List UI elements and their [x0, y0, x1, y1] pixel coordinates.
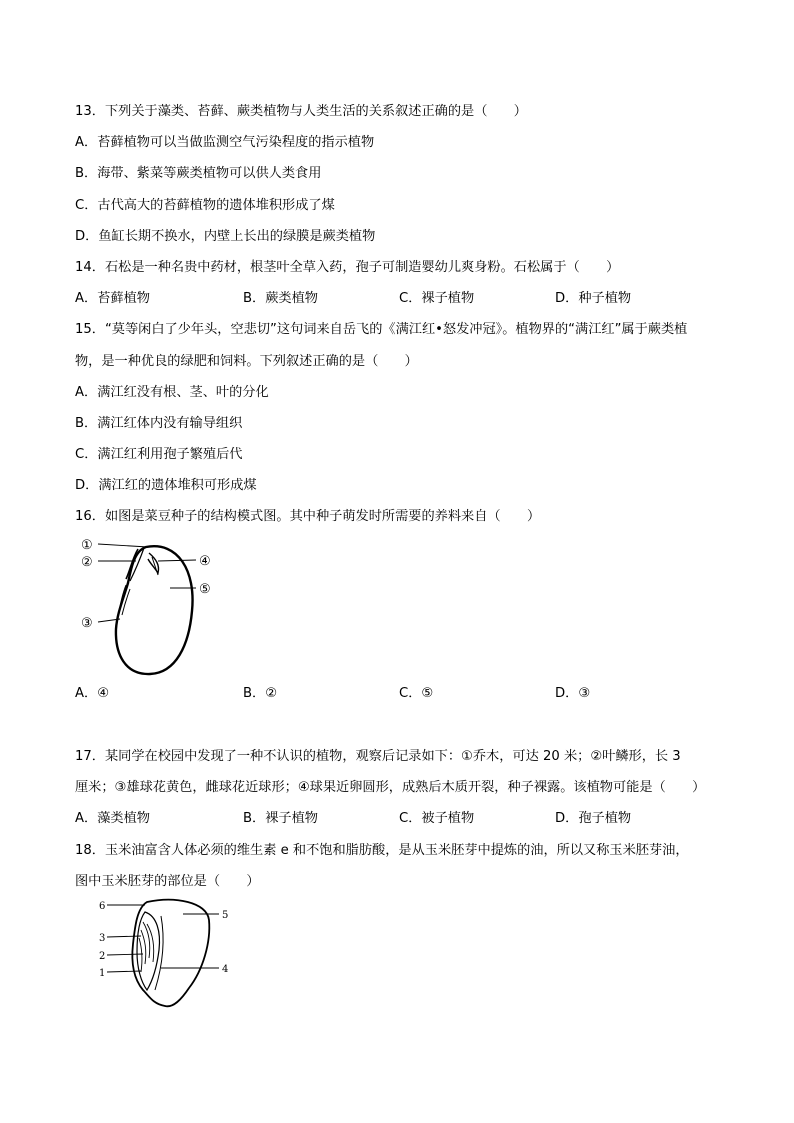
q15-option-b: B．满江红体内没有输导组织 — [75, 416, 243, 431]
q14-option-b: B．蕨类植物 — [243, 291, 318, 306]
q16-stem: 16．如图是菜豆种子的结构模式图。其中种子萌发时所需要的养料来自（ ） — [75, 509, 541, 524]
q13-option-d: D．鱼缸长期不换水，内壁上长出的绿膜是蕨类植物 — [75, 229, 376, 244]
corn-label-6: 6 — [99, 901, 106, 912]
corn-label-4: 4 — [222, 964, 229, 975]
q16-option-b: B．② — [243, 686, 278, 701]
corn-kernel-diagram — [95, 892, 240, 1017]
q17-option-c: C．被子植物 — [399, 811, 475, 826]
corn-label-1: 1 — [99, 968, 106, 979]
q17-option-b: B．裸子植物 — [243, 811, 318, 826]
q13-option-b: B．海带、紫菜等蕨类植物可以供人类食用 — [75, 166, 322, 181]
q17-stem-line1: 17．某同学在校园中发现了一种不认识的植物，观察后记录如下：①乔木，可达 20 米；②叶鳞形，长 3 — [75, 749, 681, 764]
q13-stem: 13．下列关于藻类、苔藓、蕨类植物与人类生活的关系叙述正确的是（ ） — [75, 104, 527, 119]
q14-option-d: D．种子植物 — [555, 291, 632, 306]
q17-option-d: D．孢子植物 — [555, 811, 632, 826]
bean-label-4: ④ — [199, 554, 211, 569]
q15-option-d: D．满江红的遗体堆积可形成煤 — [75, 478, 257, 493]
bean-label-5: ⑤ — [199, 582, 211, 597]
bean-seed-diagram — [78, 533, 223, 678]
q14-stem: 14．石松是一种名贵中药材，根茎叶全草入药，孢子可制造婴幼儿爽身粉。石松属于（ ） — [75, 260, 620, 275]
q15-option-c: C．满江红利用孢子繁殖后代 — [75, 447, 243, 462]
q16-option-d: D．③ — [555, 686, 591, 701]
q18-stem-line2: 图中玉米胚芽的部位是（ ） — [75, 874, 260, 889]
q13-option-c: C．古代高大的苔藓植物的遗体堆积形成了煤 — [75, 198, 335, 213]
q13-option-a: A．苔藓植物可以当做监测空气污染程度的指示植物 — [75, 135, 375, 150]
q18-stem-line1: 18．玉米油富含人体必须的维生素 e 和不饱和脂肪酸，是从玉米胚芽中提炼的油，所以又称玉米胚芽油， — [75, 843, 689, 858]
q17-option-a: A．藻类植物 — [75, 811, 150, 826]
bean-label-2: ② — [81, 555, 93, 570]
bean-label-1: ① — [81, 538, 93, 553]
q15-option-a: A．满江红没有根、茎、叶的分化 — [75, 385, 269, 400]
corn-label-2: 2 — [99, 951, 106, 962]
q16-option-c: C．⑤ — [399, 686, 434, 701]
q17-stem-line2: 厘米；③雄球花黄色，雌球花近球形；④球果近卵圆形，成熟后木质开裂，种子裸露。该植物可能是（ ） — [75, 780, 706, 795]
q15-stem-line2: 物，是一种优良的绿肥和饲料。下列叙述正确的是（ ） — [75, 354, 418, 369]
q16-option-a: A．④ — [75, 686, 110, 701]
q15-stem-line1: 15．“莫等闲白了少年头，空悲切”这句词来自岳飞的《满江红•怒发冲冠》。植物界的“满江红”属于蕨类植 — [75, 322, 688, 337]
q14-option-c: C．裸子植物 — [399, 291, 475, 306]
bean-label-3: ③ — [81, 616, 93, 631]
corn-label-5: 5 — [222, 910, 229, 921]
q14-option-a: A．苔藓植物 — [75, 291, 150, 306]
corn-label-3: 3 — [99, 933, 106, 944]
